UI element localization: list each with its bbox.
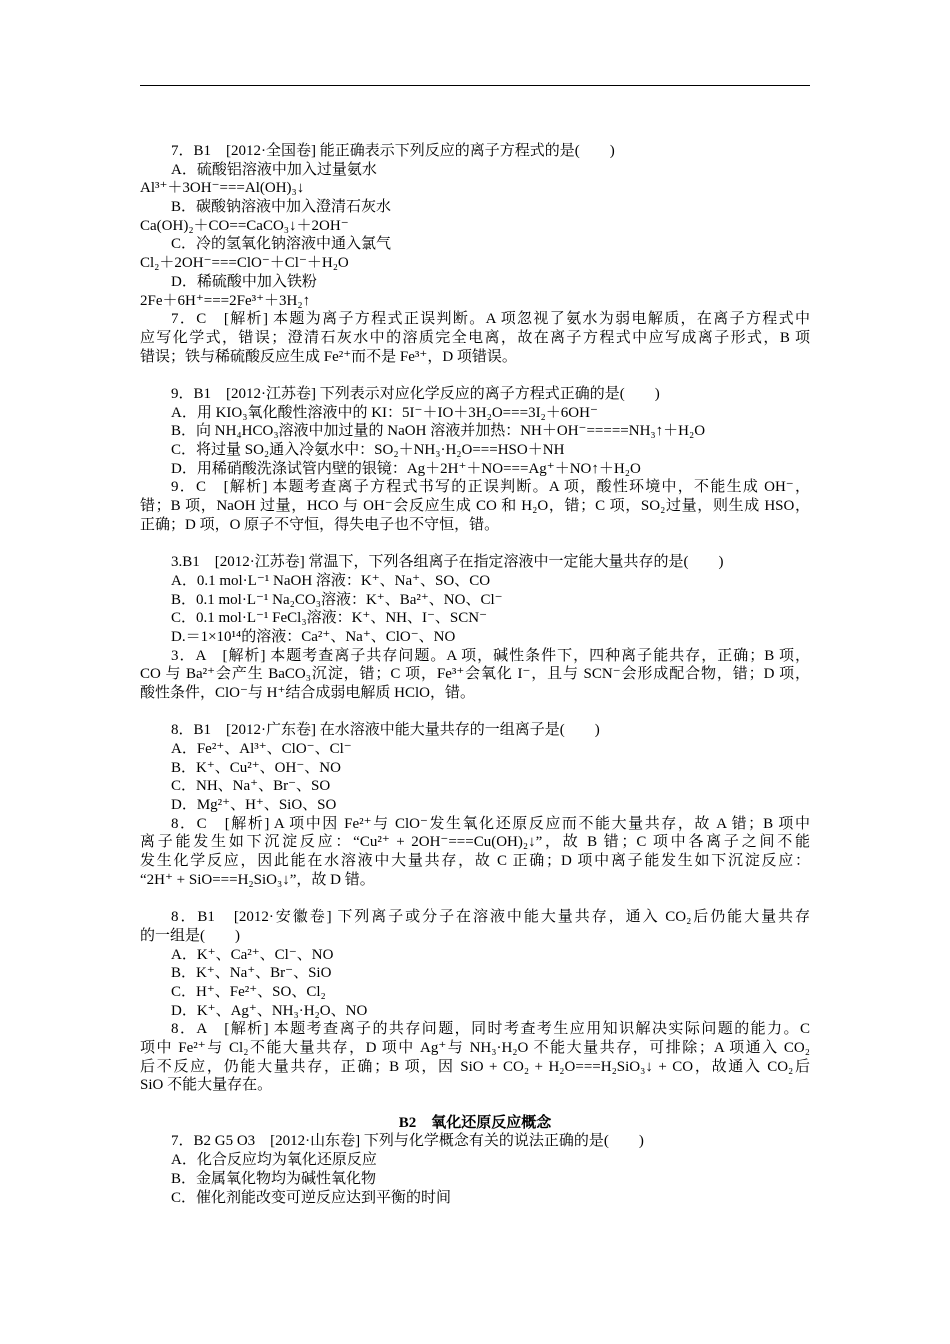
analysis-line: 8．C [解析] A 项中因 Fe²⁺与 ClO⁻发生氧化还原反应而不能大量共存，故 A 错；B 项中	[171, 815, 810, 832]
question-7b-stem: 7．B2 G5 O3 [2012·山东卷] 下列与化学概念有关的说法正确的是( )	[171, 1133, 644, 1150]
header-rule	[140, 85, 810, 86]
analysis-line: 应写化学式，错误；澄清石灰水中的溶质完全电离，故在离子方程式中应写成离子形式，B 项	[140, 329, 810, 346]
question-8-stem: 8．B1 [2012·广东卷] 在水溶液中能大量共存的一组离子是( )	[171, 722, 600, 739]
question-7-stem: 7．B1 [2012·全国卷] 能正确表示下列反应的离子方程式的是( )	[171, 143, 615, 159]
option-d: D．稀硫酸中加入铁粉	[171, 273, 317, 290]
option-b: B．K⁺、Na⁺、Br⁻、SiO	[171, 965, 332, 982]
question-8b-stem-cont: 的一组是( )	[140, 927, 240, 944]
question-8b-stem: 8．B1 [2012·安徽卷] 下列离子或分子在溶液中能大量共存，通入 CO₂后仍能大量共存	[171, 909, 810, 926]
option-c: C．H⁺、Fe²⁺、SO、Cl₂	[171, 983, 326, 1000]
option-c: C．将过量 SO₂通入冷氨水中：SO₂＋NH₃·H₂O===HSO＋NH	[171, 442, 565, 458]
equation-line: Cl₂＋2OH⁻===ClO⁻＋Cl⁻＋H₂O	[140, 255, 349, 272]
option-b: B．向 NH₄HCO₃溶液中加过量的 NaOH 溶液并加热：NH＋OH⁻=====NH₃↑＋H₂O	[171, 423, 706, 440]
option-b: B．金属氧化物均为碱性氧化物	[171, 1170, 377, 1187]
question-9-stem: 9．B1 [2012·江苏卷] 下列表示对应化学反应的离子方程式正确的是( )	[171, 385, 660, 402]
option-b: B．0.1 mol·L⁻¹ Na₂CO₃溶液：K⁺、Ba²⁺、NO、Cl⁻	[171, 591, 503, 608]
spacer	[140, 703, 810, 722]
equation-line: Ca(OH)₂＋CO==CaCO₃↓＋2OH⁻	[140, 217, 349, 234]
document-body	[140, 142, 810, 1207]
analysis-line: 9．C [解析] 本题考查离子方程式书写的正误判断。A 项，酸性环境中，不能生成 OH⁻，	[171, 479, 810, 496]
analysis-line: 3．A [解析] 本题考查离子共存问题。A 项，碱性条件下，四种离子能共存，正确；B 项，	[171, 647, 810, 664]
option-d: D．K⁺、Ag⁺、NH₃·H₂O、NO	[171, 1002, 368, 1019]
equation-line: 2Fe＋6H⁺===2Fe³⁺＋3H₂↑	[140, 292, 311, 309]
option-c: C．0.1 mol·L⁻¹ FeCl₃溶液：K⁺、NH、I⁻、SCN⁻	[171, 610, 487, 627]
option-c: C．冷的氢氧化钠溶液中通入氯气	[171, 236, 392, 253]
analysis-line: 7．C [解析] 本题为离子方程式正误判断。A 项忽视了氨水为弱电解质，在离子方程式中	[171, 311, 810, 328]
option-d: D．用稀硝酸洗涤试管内壁的银镜：Ag＋2H⁺＋NO===Ag⁺＋NO↑＋H₂O	[171, 460, 641, 477]
analysis-line: SiO 不能大量存在。	[140, 1077, 273, 1094]
option-b: B．K⁺、Cu²⁺、OH⁻、NO	[171, 759, 341, 776]
option-a: A．用 KIO₃氧化酸性溶液中的 KI：5I⁻＋IO＋3H₂O===3I₂＋6OH⁻	[171, 404, 598, 421]
analysis-line: 后不反应，仍能大量共存，正确；B 项，因 SiO + CO₂ + H₂O===H₂SiO₃↓ + CO，故通入 CO₂后	[140, 1058, 810, 1075]
option-a: A．K⁺、Ca²⁺、Cl⁻、NO	[171, 946, 334, 963]
option-c: C．NH、Na⁺、Br⁻、SO	[171, 778, 331, 795]
analysis-line: “2H⁺ + SiO===H₂SiO₃↓”，故 D 错。	[140, 871, 375, 888]
analysis-line: 离子能发生如下沉淀反应：“Cu²⁺ + 2OH⁻===Cu(OH)₂↓”，故 B 错；C 项中各离子之间不能	[140, 834, 810, 851]
option-a: A．化合反应均为氧化还原反应	[171, 1152, 377, 1169]
option-b: B．碳酸钠溶液中加入澄清石灰水	[171, 199, 392, 216]
analysis-line: 项中 Fe²⁺与 Cl₂不能大量共存，D 项中 Ag⁺与 NH₃·H₂O 不能大量共存，可排除；A 项通入 CO₂	[140, 1040, 810, 1056]
analysis-line: 错误；铁与稀硫酸反应生成 Fe²⁺而不是 Fe³⁺，D 项错误。	[140, 348, 517, 365]
option-c: C．催化剂能改变可逆反应达到平衡的时间	[171, 1189, 452, 1206]
analysis-line: 正确；D 项，O 原子不守恒，得失电子也不守恒，错。	[140, 516, 500, 533]
analysis-line: 8．A [解析] 本题考查离子的共存问题，同时考查考生应用知识解决实际问题的能力。C	[171, 1021, 810, 1038]
spacer	[140, 366, 810, 385]
analysis-line: 酸性条件，ClO⁻与 H⁺结合成弱电解质 HClO，错。	[140, 684, 476, 701]
option-a: A．硫酸铝溶液中加入过量氨水	[171, 161, 377, 178]
spacer	[140, 1095, 810, 1114]
question-3-stem: 3.B1 [2012·江苏卷] 常温下，下列各组离子在指定溶液中一定能大量共存的是( )	[171, 554, 724, 571]
spacer	[140, 534, 810, 553]
option-d: D．Mg²⁺、H⁺、SiO、SO	[171, 797, 337, 814]
section-heading: B2 氧化还原反应概念	[398, 1114, 552, 1131]
option-a: A．0.1 mol·L⁻¹ NaOH 溶液：K⁺、Na⁺、SO、CO	[171, 572, 491, 589]
equation-line: Al³⁺＋3OH⁻===Al(OH)₃↓	[140, 180, 305, 197]
analysis-line: CO 与 Ba²⁺会产生 BaCO₃沉淀，错；C 项，Fe³⁺会氧化 I⁻，且与 SCN⁻会形成配合物，错；D 项，	[140, 666, 810, 683]
option-a: A．Fe²⁺、Al³⁺、ClO⁻、Cl⁻	[171, 741, 352, 757]
analysis-line: 发生化学反应，因此能在水溶液中大量共存，故 C 正确；D 项中离子能发生如下沉淀反应：	[140, 853, 810, 870]
spacer	[140, 890, 810, 909]
analysis-line: 错；B 项，NaOH 过量，HCO 与 OH⁻会反应生成 CO 和 H₂O，错；C 项，SO₂过量，则生成 HSO，	[140, 498, 810, 515]
option-d: D.＝1×10¹⁴的溶液：Ca²⁺、Na⁺、ClO⁻、NO	[171, 628, 456, 645]
